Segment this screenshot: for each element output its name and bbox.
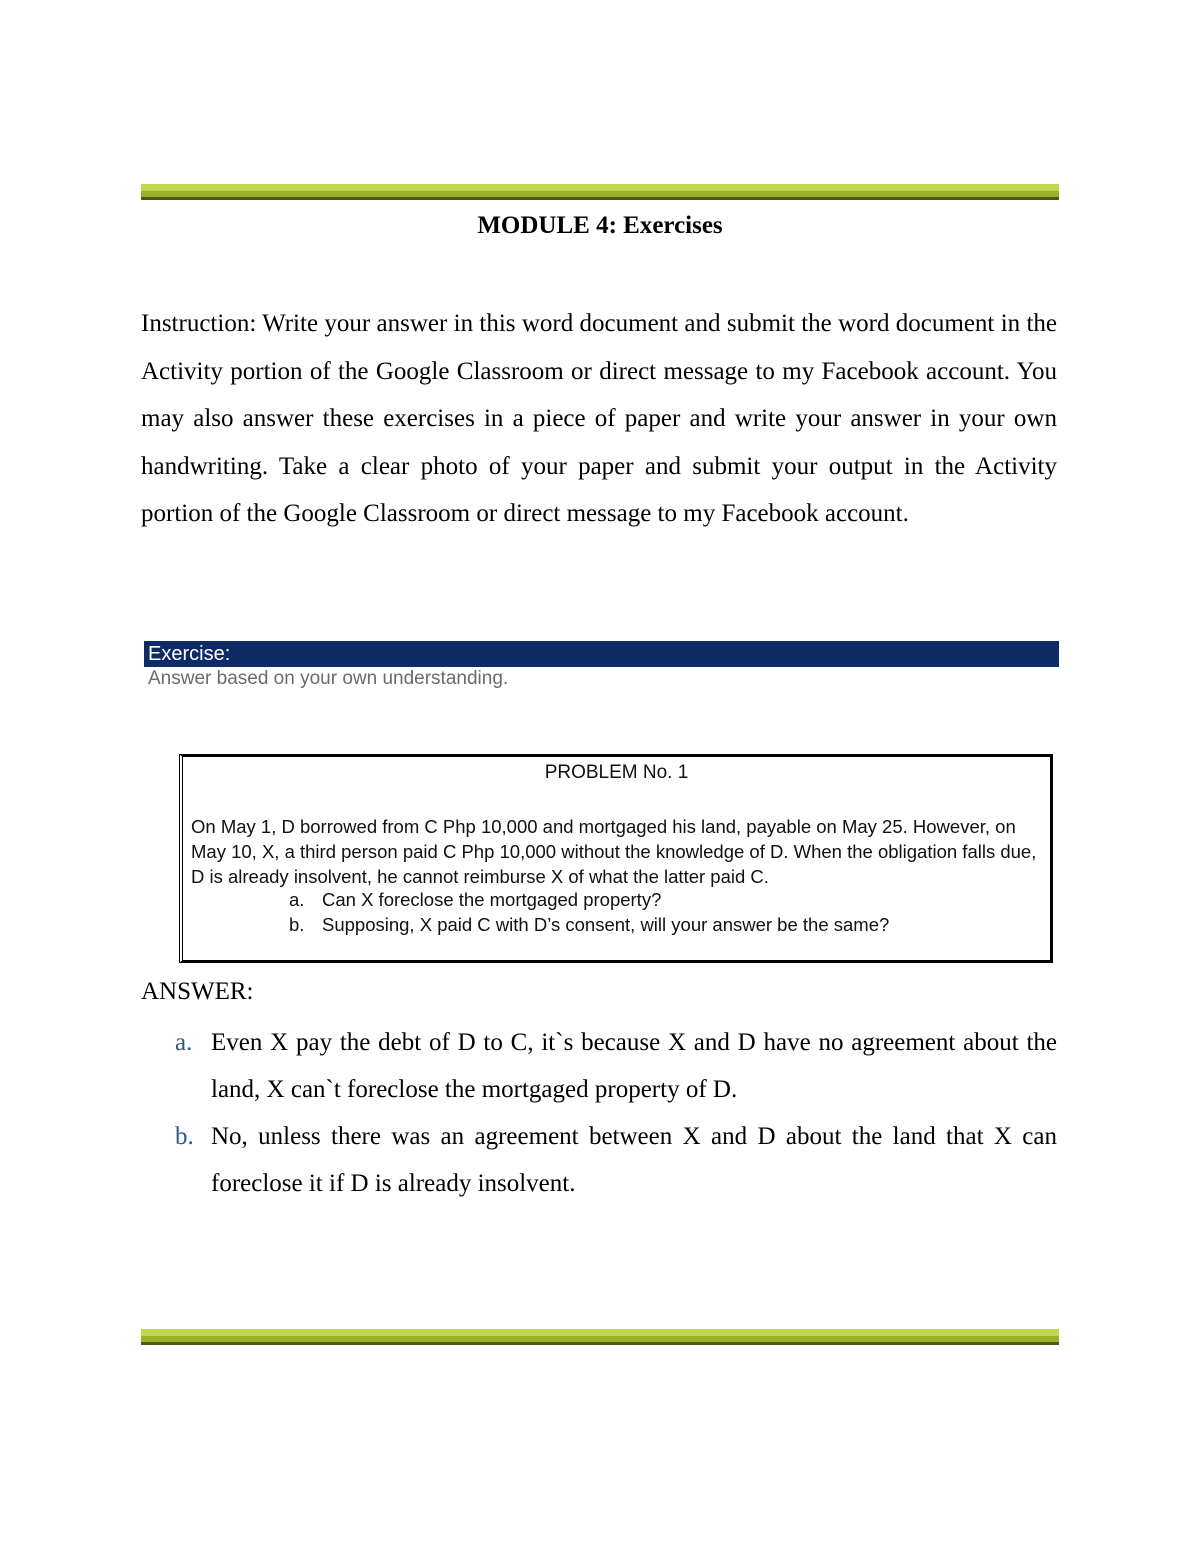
question-text: Supposing, X paid C with D’s consent, will your answer be the same?	[322, 914, 890, 935]
problem-question-b	[289, 914, 889, 936]
answer-marker: a.	[175, 1029, 193, 1056]
problem-title: PROBLEM No. 1	[544, 762, 689, 783]
question-text: Can X foreclose the mortgaged property?	[322, 889, 662, 910]
exercise-heading: Exercise:	[144, 641, 1059, 667]
answer-text: Even X pay the debt of D to C, it`s because X and D have no agreement about the land, X can`t foreclose the mortgaged property of D.	[211, 1029, 1057, 1103]
top-divider	[141, 184, 1059, 200]
answer-item-a	[141, 1019, 1057, 1113]
page-title: MODULE 4: Exercises	[477, 212, 723, 239]
bottom-divider	[141, 1329, 1059, 1345]
question-label: b.	[289, 914, 305, 935]
question-label: a.	[289, 889, 305, 910]
exercise-subtitle: Answer based on your own understanding.	[148, 668, 509, 689]
answer-item-b	[141, 1113, 1057, 1207]
answer-label: ANSWER:	[141, 978, 254, 1005]
problem-text: On May 1, D borrowed from C Php 10,000 and mortgaged his land, payable on May 25. However, on May 10, X, a third person paid C Php 10,000 without the knowledge of D. When the obligation falls due, D is already insolvent, he cannot reimburse X of what the latter paid C.	[191, 816, 1037, 887]
instruction-paragraph: Instruction: Write your answer in this word document and submit the word document in the Activity portion of the Google Classroom or direct message to my Facebook account. You may also answer these exercises in a piece of paper and write your answer in your own handwriting. Take a clear photo of your paper and submit your output in the Activity portion of the Google Classroom or direct message to my Facebook account.	[141, 310, 1057, 527]
answer-marker: b.	[175, 1123, 194, 1150]
problem-box	[179, 754, 1053, 963]
answer-text: No, unless there was an agreement between X and D about the land that X can foreclose it if D is already insolvent.	[211, 1123, 1057, 1197]
problem-question-a	[289, 889, 661, 911]
